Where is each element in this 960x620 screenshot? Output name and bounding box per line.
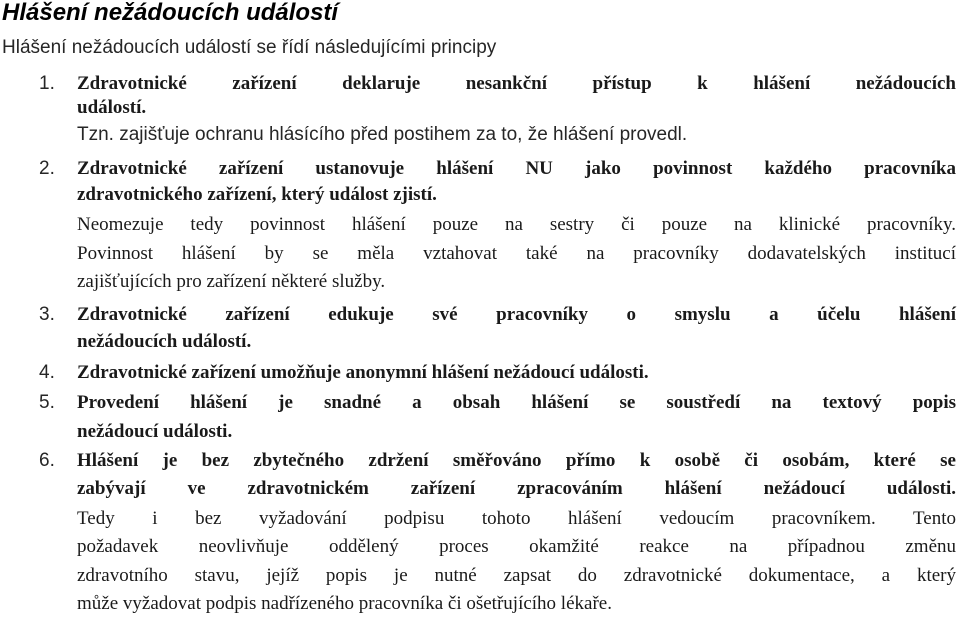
item-6-line-1: Hlášení je bez zbytečného zdržení směřováno přímo k osobě či osobám, které se <box>77 450 956 471</box>
intro-text: Hlášení nežádoucích událostí se řídí následujícími principy <box>2 37 497 58</box>
item-number: 1. <box>39 73 55 94</box>
item-6-line-6: může vyžadovat podpis nadřízeného pracovníka či ošetřujícího lékaře. <box>77 593 612 614</box>
item-5-line-1: Provedení hlášení je snadné a obsah hlášení se soustředí na textový popis <box>77 392 956 413</box>
item-6-line-5: zdravotního stavu, jejíž popis je nutné zapsat do zdravotnické dokumentace, a který <box>77 565 956 586</box>
item-2-line-1: Zdravotnické zařízení ustanovuje hlášení NU jako povinnost každého pracovníka <box>77 158 956 179</box>
item-number: 3. <box>39 304 55 325</box>
page-title: Hlášení nežádoucích událostí <box>2 0 339 26</box>
item-5-line-2: nežádoucí události. <box>77 421 233 442</box>
item-1-line-3: Tzn. zajišťuje ochranu hlásícího před postihem za to, že hlášení provedl. <box>77 124 688 145</box>
item-6-line-3: Tedy i bez vyžadování podpisu tohoto hlášení vedoucím pracovníkem. Tento <box>77 508 956 529</box>
item-2-line-2: zdravotnického zařízení, který událost zjistí. <box>77 184 437 205</box>
item-number: 4. <box>39 362 55 383</box>
item-1-line-1: Zdravotnické zařízení deklaruje nesankční přístup k hlášení nežádoucích <box>77 73 956 94</box>
item-3-line-2: nežádoucích událostí. <box>77 331 252 352</box>
item-2-line-4: Povinnost hlášení by se měla vztahovat také na pracovníky dodavatelských institucí <box>77 243 956 264</box>
item-2-line-5: zajišťujících pro zařízení některé služby. <box>77 271 386 292</box>
item-4-line-1: Zdravotnické zařízení umožňuje anonymní hlášení nežádoucí události. <box>77 362 649 383</box>
item-3-line-1: Zdravotnické zařízení edukuje své pracovníky o smyslu a účelu hlášení <box>77 304 956 325</box>
item-number: 6. <box>39 450 55 471</box>
item-number: 5. <box>39 392 55 413</box>
item-number: 2. <box>39 158 55 179</box>
item-6-line-2: zabývají ve zdravotnickém zařízení zpracováním hlášení nežádoucí události. <box>77 478 956 499</box>
item-6-line-4: požadavek neovlivňuje oddělený proces okamžité reakce na případnou změnu <box>77 536 956 557</box>
item-2-line-3: Neomezuje tedy povinnost hlášení pouze na sestry či pouze na klinické pracovníky. <box>77 214 956 235</box>
item-1-line-2: událostí. <box>77 97 147 118</box>
